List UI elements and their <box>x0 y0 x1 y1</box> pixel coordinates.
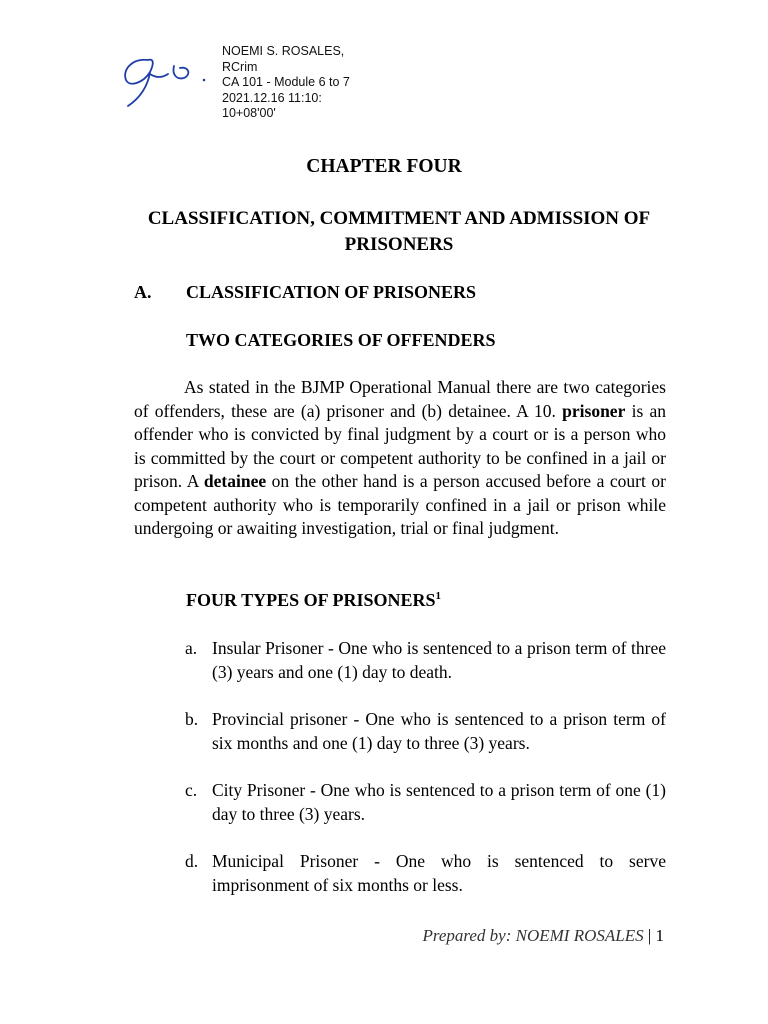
list-text: City Prisoner - One who is sentenced to a prison term of one (1) day to three (3) years. <box>212 780 666 824</box>
section-title: CLASSIFICATION OF PRISONERS <box>186 282 477 302</box>
list-marker: a. <box>185 638 198 658</box>
types-subheading-text: FOUR TYPES OF PRISONERS <box>186 590 436 610</box>
main-title: CLASSIFICATION, COMMITMENT AND ADMISSION OF PRISONERS <box>147 208 651 255</box>
list-marker: d. <box>185 851 199 871</box>
list-item <box>185 849 666 897</box>
term-prisoner: prisoner <box>562 400 626 421</box>
page-footer <box>422 926 664 946</box>
signature-details <box>222 44 350 122</box>
signature-line: 2021.12.16 11:10: <box>222 90 322 105</box>
list-text: Municipal Prisoner - One who is sentenced to serve imprisonment of six months or less. <box>212 851 666 895</box>
signature-line: RCrim <box>222 59 258 74</box>
list-item <box>185 778 666 826</box>
list-item <box>185 636 666 684</box>
term-detainee: detainee <box>203 471 267 491</box>
list-item <box>185 707 666 755</box>
categories-paragraph <box>134 376 666 541</box>
list-text: Provincial prisoner - One who is sentenced to a prison term of six months and one (1) day to three (3) years. <box>212 709 666 753</box>
signature-line: CA 101 - Module 6 to 7 <box>222 75 350 89</box>
paragraph-text: As stated in the BJMP Operational Manual there are two categories of offenders, these are (a) prisoner and (b) detainee. A 10. <box>134 377 666 421</box>
digital-signature-block <box>118 44 438 128</box>
chapter-heading: CHAPTER FOUR <box>306 156 462 177</box>
page-number: | 1 <box>647 926 664 945</box>
paragraph-text: is an offender who is convicted by final judgment by a court or is a person who is committed by the court or competent authority to be confined in a jail or prison. A <box>134 400 666 491</box>
list-marker: c. <box>185 780 198 800</box>
footnote-marker: 1 <box>435 590 442 602</box>
types-subheading <box>186 590 441 611</box>
categories-subheading: TWO CATEGORIES OF OFFENDERS <box>186 330 496 350</box>
paragraph-text: on the other hand is a person accused before a court or competent authority who is temporarily confined in a jail or prison while undergoing or awaiting investigation, trial or final judgment. <box>134 471 666 538</box>
section-a-heading <box>134 282 476 303</box>
list-marker: b. <box>185 709 199 729</box>
handwritten-signature <box>118 52 213 112</box>
signature-line: 10+08'00' <box>222 106 276 120</box>
prepared-by: Prepared by: NOEMI ROSALES <box>422 926 644 945</box>
list-text: Insular Prisoner - One who is sentenced to a prison term of three (3) years and one (1) day to death. <box>212 638 666 682</box>
section-letter: A. <box>134 282 152 302</box>
signature-line: NOEMI S. ROSALES, <box>222 44 345 58</box>
